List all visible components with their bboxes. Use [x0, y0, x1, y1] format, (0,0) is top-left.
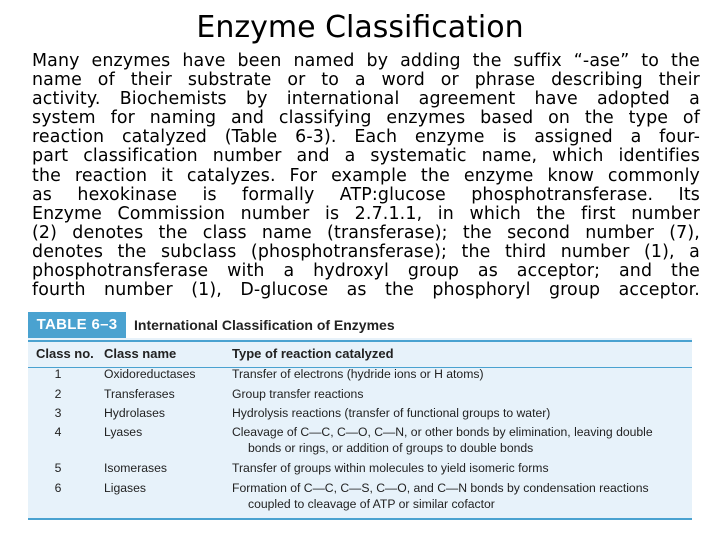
- reaction-line: bonds or rings, or addition of groups to double bonds: [248, 441, 534, 455]
- row-reaction-type: [232, 386, 684, 402]
- reaction-line: Group transfer reactions: [232, 387, 364, 401]
- row-class-name: Oxidoreductases: [104, 367, 196, 381]
- paragraph-line: part classification number and a systematic name, which identifies: [32, 146, 700, 167]
- paragraph-line: Many enzymes have been named by adding the suffix “-ase” to the: [32, 51, 700, 71]
- table-header-bar: [28, 312, 692, 338]
- column-header-reaction-type: Type of reaction catalyzed: [232, 346, 394, 361]
- row-class-name: Hydrolases: [104, 406, 165, 420]
- row-class-no: 6: [54, 481, 62, 495]
- enzyme-classification-table: [28, 312, 692, 520]
- reaction-line: Hydrolysis reactions (transfer of functional groups to water): [232, 406, 551, 420]
- paragraph-line: as hexokinase is formally ATP:glucose phosphotransferase. Its: [32, 184, 700, 205]
- reaction-line: coupled to cleavage of ATP or similar cofactor: [248, 497, 495, 511]
- paragraph-line: the reaction it catalyzes. For example the enzyme know commonly: [32, 165, 700, 186]
- reaction-line: Cleavage of C—C, C—O, C—N, or other bonds by elimination, leaving double: [232, 425, 653, 439]
- paragraph-line: fourth number (1), D-glucose as the phosphoryl group acceptor.: [32, 280, 700, 301]
- row-class-no: 3: [54, 406, 62, 420]
- paragraph-line: Enzyme Commission number is 2.7.1.1, in which the first number: [32, 203, 700, 224]
- reaction-line: Transfer of groups within molecules to yield isomeric forms: [232, 461, 549, 475]
- row-class-no: 2: [54, 387, 62, 401]
- column-header-class-no: Class no.: [36, 346, 94, 361]
- row-class-no: 5: [54, 461, 62, 475]
- paragraph-line: reaction catalyzed (Table 6-3). Each enzyme is assigned a four-: [32, 127, 700, 148]
- paragraph-line: phosphotransferase with a hydroxyl group as acceptor; and the: [32, 261, 700, 282]
- paragraph-line: name of their substrate or to a word or phrase describing their: [32, 70, 700, 91]
- row-class-name: Isomerases: [104, 461, 167, 475]
- paragraph-line: (2) denotes the class name (transferase); the second number (7),: [32, 222, 700, 243]
- body-paragraph: [32, 52, 700, 300]
- paragraph-line: denotes the subclass (phosphotransferase); the third number (1), a: [32, 241, 700, 262]
- row-class-no: 4: [54, 425, 62, 439]
- row-reaction-type: [232, 460, 684, 476]
- column-header-class-name: Class name: [104, 346, 177, 361]
- table-title: International Classification of Enzymes: [134, 317, 395, 333]
- reaction-line: Formation of C—C, C—S, C—O, and C—N bonds by condensation reactions: [232, 481, 649, 495]
- page-title: Enzyme Classification: [196, 10, 524, 45]
- row-class-name: Ligases: [104, 481, 147, 495]
- row-reaction-type: [232, 366, 684, 382]
- row-reaction-type: [232, 480, 684, 512]
- paragraph-line: system for naming and classifying enzymes based on the type of: [32, 108, 700, 129]
- row-reaction-type: [232, 424, 684, 456]
- row-class-name: Transferases: [104, 387, 175, 401]
- paragraph-line: activity. Biochemists by international agreement have adopted a: [32, 89, 700, 110]
- row-reaction-type: [232, 405, 684, 421]
- reaction-line: Transfer of electrons (hydride ions or H atoms): [232, 367, 484, 381]
- row-class-no: 1: [54, 367, 62, 381]
- row-class-name: Lyases: [104, 425, 143, 439]
- table-label: TABLE 6–3: [28, 312, 126, 338]
- table-top-rule: [28, 340, 692, 342]
